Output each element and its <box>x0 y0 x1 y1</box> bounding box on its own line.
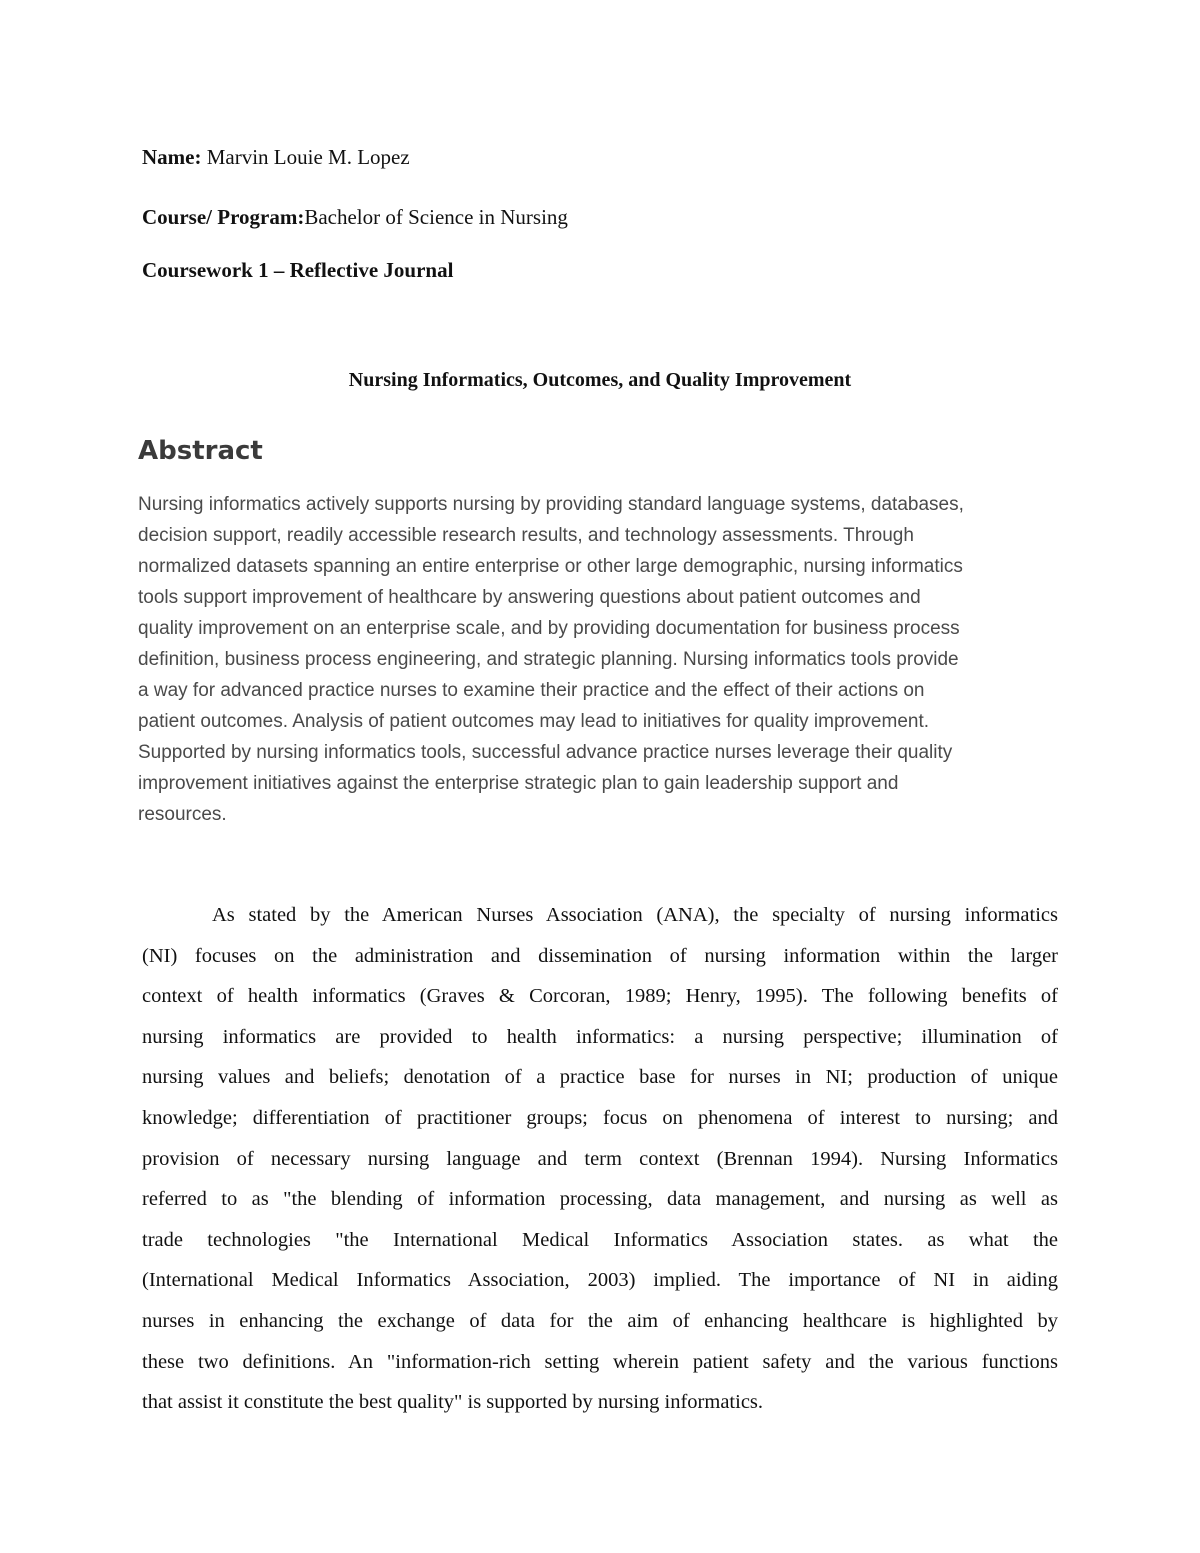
body-line: knowledge; differentiation of practitioner groups; focus on phenomena of interest to nursing; and <box>142 1106 1058 1129</box>
abstract-paragraph <box>138 489 1078 830</box>
abstract-line: Nursing informatics actively supports nursing by providing standard language systems, databases, <box>138 494 964 515</box>
course-label: Course/ Program: <box>142 205 305 229</box>
document-title: Nursing Informatics, Outcomes, and Quality Improvement <box>348 369 852 391</box>
body-line: provision of necessary nursing language and term context (Brennan 1994). Nursing Informatics <box>142 1147 1058 1170</box>
body-line: nursing values and beliefs; denotation of a practice base for nurses in NI; production of unique <box>142 1066 1058 1089</box>
coursework-line: Coursework 1 – Reflective Journal <box>142 258 454 282</box>
student-name-line <box>142 145 410 170</box>
body-line: nurses in enhancing the exchange of data for the aim of enhancing healthcare is highlighted by <box>142 1309 1058 1332</box>
abstract-line: improvement initiatives against the enterprise strategic plan to gain leadership support and <box>138 773 899 794</box>
abstract-line: normalized datasets spanning an entire enterprise or other large demographic, nursing informatics <box>138 556 963 577</box>
body-line: that assist it constitute the best quality" is supported by nursing informatics. <box>142 1391 764 1414</box>
body-line: (NI) focuses on the administration and dissemination of nursing information within the larger <box>142 944 1058 967</box>
body-line: As stated by the American Nurses Association (ANA), the specialty of nursing informatics <box>212 904 1058 926</box>
name-label: Name: <box>142 145 202 169</box>
abstract-line: patient outcomes. Analysis of patient outcomes may lead to initiatives for quality improvement. <box>138 711 930 732</box>
body-line: these two definitions. An "information-rich setting wherein patient safety and the various functions <box>142 1350 1058 1373</box>
abstract-heading: Abstract <box>138 436 263 466</box>
course-value: Bachelor of Science in Nursing <box>304 205 568 229</box>
body-paragraph <box>142 895 1058 1423</box>
name-value: Marvin Louie M. Lopez <box>201 145 410 169</box>
body-line: context of health informatics (Graves & Corcoran, 1989; Henry, 1995). The following benefits of <box>142 985 1058 1008</box>
body-line: referred to as "the blending of information processing, data management, and nursing as well as <box>142 1188 1058 1211</box>
body-line: nursing informatics are provided to health informatics: a nursing perspective; illumination of <box>142 1025 1058 1048</box>
abstract-line: quality improvement on an enterprise scale, and by providing documentation for business process <box>138 618 960 639</box>
body-line: (International Medical Informatics Association, 2003) implied. The importance of NI in aiding <box>142 1269 1058 1292</box>
abstract-line: a way for advanced practice nurses to examine their practice and the effect of their actions on <box>138 680 925 701</box>
abstract-line: decision support, readily accessible research results, and technology assessments. Through <box>138 525 914 546</box>
abstract-line: resources. <box>138 804 227 825</box>
abstract-line: tools support improvement of healthcare by answering questions about patient outcomes and <box>138 587 921 608</box>
abstract-line: Supported by nursing informatics tools, successful advance practice nurses leverage their quality <box>138 742 953 763</box>
course-program-line <box>142 205 568 230</box>
abstract-line: definition, business process engineering, and strategic planning. Nursing informatics tools provide <box>138 649 959 670</box>
body-line: trade technologies "the International Medical Informatics Association states. as what the <box>142 1228 1058 1251</box>
